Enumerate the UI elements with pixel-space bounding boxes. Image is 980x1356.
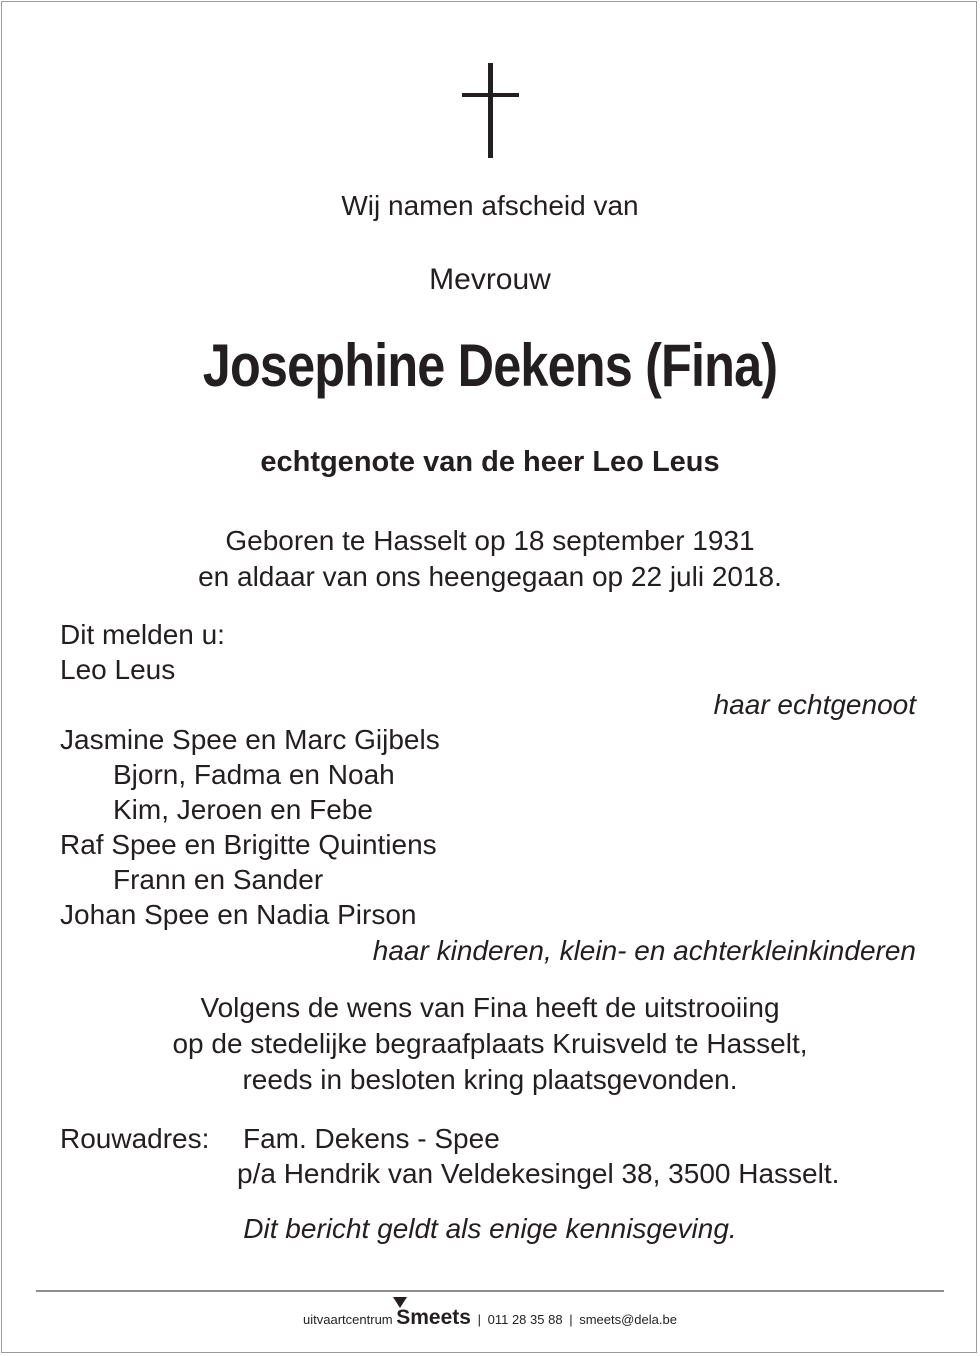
intro-text: Wij namen afscheid van xyxy=(341,190,639,221)
message-line: reeds in besloten kring plaatsgevonden. xyxy=(242,1064,738,1095)
deceased-name: Josephine Dekens (Fina) xyxy=(202,332,778,399)
family-member: Raf Spee en Brigitte Quintiens xyxy=(60,829,437,860)
family-member: Jasmine Spee en Marc Gijbels xyxy=(60,724,440,755)
family-member: Kim, Jeroen en Febe xyxy=(113,794,373,825)
address-street: p/a Hendrik van Veldekesingel 38, 3500 Hasselt. xyxy=(237,1158,840,1189)
footer-divider xyxy=(36,1290,944,1292)
dates-block xyxy=(0,523,980,595)
message-line: op de stedelijke begraafplaats Kruisveld te Hasselt, xyxy=(172,1028,808,1059)
members-role: haar kinderen, klein- en achterkleinkinderen xyxy=(372,935,916,966)
footer-separator: | xyxy=(569,1312,573,1327)
husband-name: Leo Leus xyxy=(60,654,176,685)
birth-line: Geboren te Hasselt op 18 september 1931 xyxy=(225,525,755,556)
footer-email: smeets@dela.be xyxy=(579,1312,677,1327)
funeral-home-footer xyxy=(0,1306,980,1330)
family-member: Frann en Sander xyxy=(113,864,324,895)
family-member: Johan Spee en Nadia Pirson xyxy=(60,899,417,930)
footer-separator: | xyxy=(477,1312,481,1327)
family-member: Bjorn, Fadma en Noah xyxy=(113,759,395,790)
closing-note: Dit bericht geldt als enige kennisgeving. xyxy=(243,1213,737,1244)
address-family: Fam. Dekens - Spee xyxy=(243,1123,500,1154)
title-text: Mevrouw xyxy=(429,263,551,296)
family-heading: Dit melden u: xyxy=(60,619,225,650)
spouse-line: echtgenote van de heer Leo Leus xyxy=(260,446,720,478)
address-label: Rouwadres: xyxy=(60,1123,210,1154)
ceremony-message xyxy=(0,990,980,1098)
message-line: Volgens de wens van Fina heeft de uitstrooiing xyxy=(200,992,780,1023)
death-line: en aldaar van ons heengegaan op 22 juli 2018. xyxy=(198,561,782,592)
footer-prefix: uitvaartcentrum xyxy=(303,1312,393,1327)
footer-phone: 011 28 35 88 xyxy=(487,1312,563,1327)
footer-brand: Smeets xyxy=(396,1306,471,1329)
husband-role: haar echtgenoot xyxy=(713,689,916,720)
